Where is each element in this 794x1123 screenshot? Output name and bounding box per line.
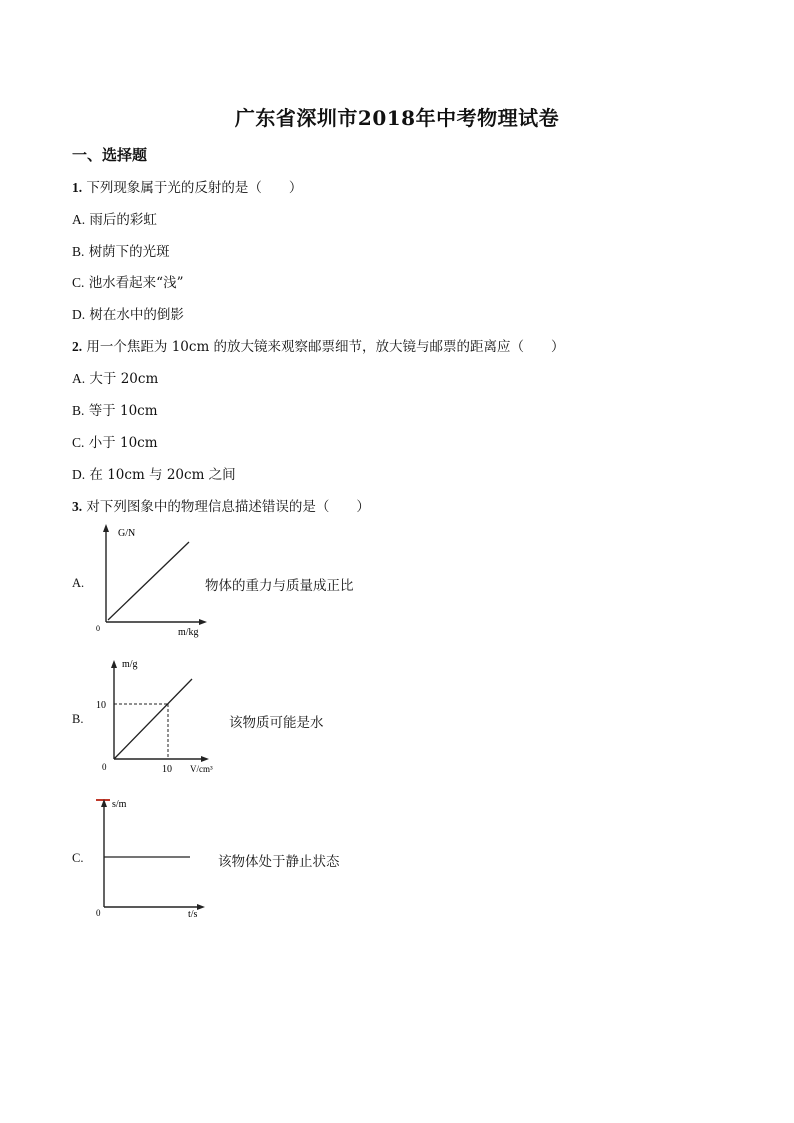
- page-title: 广东省深圳市2018年中考物理试卷: [234, 106, 560, 130]
- option-1c: [72, 271, 184, 291]
- option-1a: [72, 208, 157, 228]
- origin-label: 0: [102, 762, 107, 772]
- graph-mass-volume: [94, 655, 224, 777]
- option-3a-label: A.: [72, 576, 85, 590]
- option-label: A.: [72, 212, 86, 227]
- option-text: 雨后的彩虹: [89, 212, 157, 228]
- option-3a-text: 物体的重力与质量成正比: [205, 578, 354, 594]
- y-axis-arrow: [111, 660, 117, 668]
- data-line: [114, 679, 192, 759]
- y-tick-label: 10: [96, 700, 106, 711]
- question-number: 1.: [72, 180, 83, 195]
- y-axis-label: m/g: [122, 659, 138, 670]
- option-3b-text: 该物质可能是水: [229, 715, 324, 731]
- question-2: [72, 335, 565, 355]
- option-label: D.: [72, 307, 86, 322]
- option-text: 树荫下的光斑: [88, 244, 170, 260]
- option-label: A.: [72, 371, 86, 386]
- option-label: D.: [72, 467, 86, 482]
- option-label: B.: [72, 244, 85, 259]
- x-tick-label: 10: [162, 764, 172, 775]
- option-2c: [72, 431, 158, 451]
- x-axis-label: V/cm³: [190, 764, 213, 774]
- x-axis-arrow: [199, 619, 207, 625]
- option-2b: [72, 399, 158, 419]
- option-1b: [72, 240, 170, 260]
- question-3: [72, 495, 370, 515]
- option-text: 池水看起来“浅”: [88, 275, 184, 291]
- question-text: 用一个焦距为 10cm 的放大镜来观察邮票细节，放大镜与邮票的距离应（ ）: [86, 339, 565, 355]
- section-heading: 一、选择题: [72, 146, 148, 164]
- option-label: C.: [72, 435, 85, 450]
- graph-weight-mass: [92, 522, 212, 642]
- x-axis-label: m/kg: [178, 627, 199, 638]
- option-label: B.: [72, 403, 85, 418]
- option-2d: [72, 463, 236, 483]
- data-line: [108, 542, 189, 620]
- x-axis-label: t/s: [188, 909, 198, 919]
- question-1: [72, 176, 302, 196]
- option-text: 等于 10cm: [88, 403, 158, 419]
- option-1d: [72, 303, 184, 323]
- origin-label: 0: [96, 624, 100, 633]
- origin-label: 0: [96, 908, 101, 918]
- y-axis-arrow: [103, 524, 109, 532]
- option-text: 树在水中的倒影: [89, 307, 184, 323]
- graph-distance-time: [92, 795, 217, 919]
- y-axis-label: G/N: [118, 528, 136, 539]
- question-number: 2.: [72, 339, 83, 354]
- option-3b-label: B.: [72, 712, 84, 726]
- x-axis-arrow: [201, 756, 209, 762]
- option-text: 大于 20cm: [89, 371, 159, 387]
- option-3c-text: 该物体处于静止状态: [218, 854, 340, 870]
- option-text: 在 10cm 与 20cm 之间: [89, 467, 236, 483]
- option-3c-label: C.: [72, 851, 84, 865]
- y-axis-label: s/m: [112, 799, 127, 810]
- option-text: 小于 10cm: [88, 435, 158, 451]
- question-text: 对下列图象中的物理信息描述错误的是（ ）: [86, 499, 370, 515]
- option-label: C.: [72, 275, 85, 290]
- question-number: 3.: [72, 499, 83, 514]
- question-text: 下列现象属于光的反射的是（ ）: [86, 180, 303, 196]
- x-axis-arrow: [197, 904, 205, 910]
- option-2a: [72, 367, 158, 387]
